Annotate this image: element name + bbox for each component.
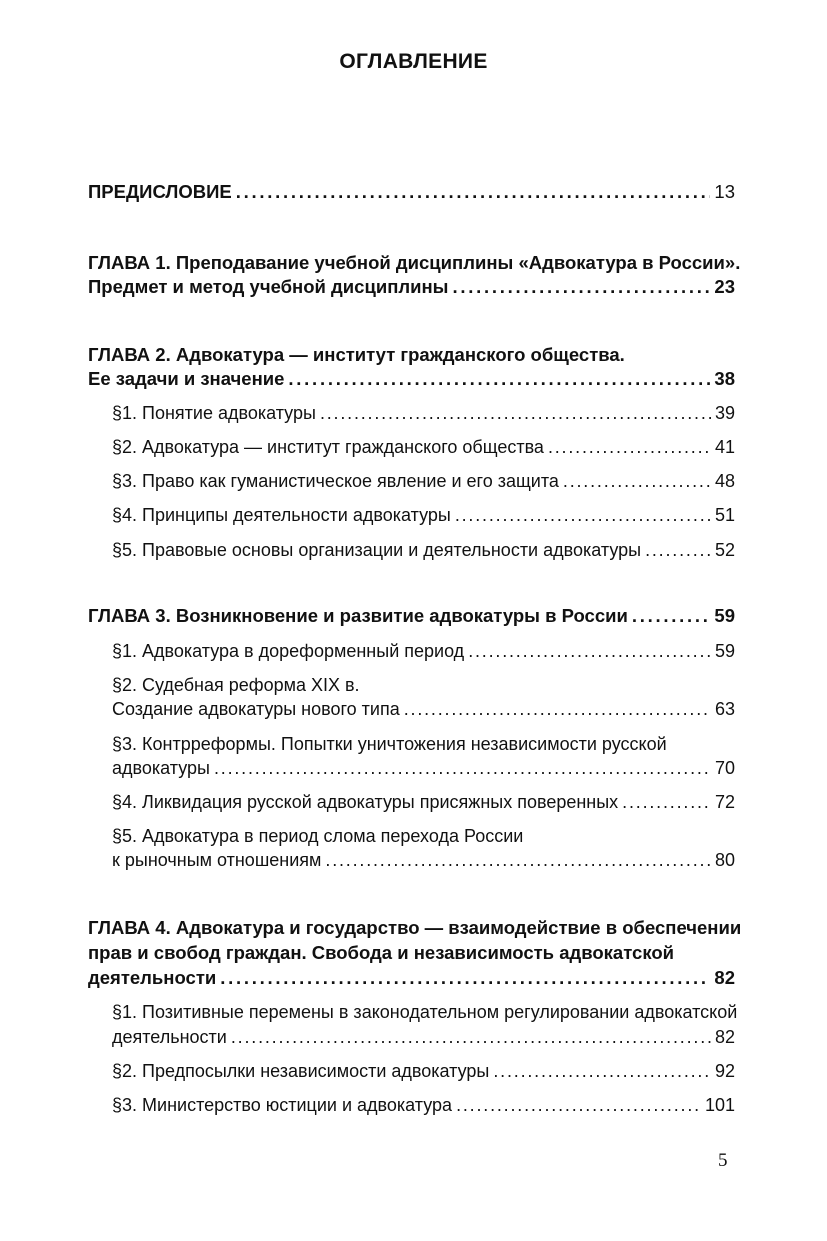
dot-leader bbox=[468, 639, 711, 663]
toc-entry-label: §3. Право как гуманистическое явление и его защита bbox=[112, 471, 559, 491]
toc-entry-label: Создание адвокатуры нового типа bbox=[112, 699, 400, 719]
toc-entry-3-2-line1[interactable]: §2. Судебная реформа XIX в. bbox=[112, 675, 360, 695]
toc-page-number: 63 bbox=[714, 699, 735, 719]
dot-leader bbox=[236, 180, 711, 204]
toc-entry-label: §5. Правовые основы организации и деятельности адвокатуры bbox=[112, 540, 642, 560]
toc-entry-label: §1. Понятие адвокатуры bbox=[112, 403, 316, 423]
toc-entry-2-4[interactable] bbox=[112, 503, 735, 527]
toc-entry-label: деятельности bbox=[88, 967, 217, 988]
dot-leader bbox=[404, 697, 711, 721]
toc-entry-label: деятельности bbox=[112, 1027, 227, 1047]
dot-leader bbox=[632, 604, 711, 628]
toc-entry-3-4[interactable] bbox=[112, 790, 735, 814]
toc-entry-label: §3. Министерство юстиции и адвокатура bbox=[112, 1095, 453, 1115]
toc-entry-3-1[interactable] bbox=[112, 639, 735, 663]
page-number: 5 bbox=[718, 1150, 728, 1171]
toc-entry-preface[interactable] bbox=[88, 180, 735, 204]
toc-entry-label: §1. Адвокатура в дореформенный период bbox=[112, 641, 465, 661]
toc-entry-chapter-2[interactable] bbox=[88, 367, 735, 391]
toc-page-number: 101 bbox=[704, 1095, 735, 1115]
toc-entry-4-1[interactable] bbox=[112, 1025, 735, 1049]
toc-entry-2-5[interactable] bbox=[112, 538, 735, 562]
toc-page-number: 70 bbox=[714, 758, 735, 778]
toc-page-number: 82 bbox=[714, 1027, 735, 1047]
toc-page-number: 13 bbox=[714, 181, 735, 202]
toc-entry-chapter-4[interactable] bbox=[88, 966, 735, 990]
toc-entry-label: Предмет и метод учебной дисциплины bbox=[88, 276, 449, 297]
dot-leader bbox=[563, 469, 711, 493]
toc-entry-3-3-line1[interactable]: §3. Контрреформы. Попытки уничтожения независимости русской bbox=[112, 734, 667, 754]
toc-chapter-4-title-line1[interactable]: ГЛАВА 4. Адвокатура и государство — взаимодействие в обеспечении bbox=[88, 917, 742, 938]
page-title: ОГЛАВЛЕНИЕ bbox=[339, 50, 488, 73]
toc-entry-label: §4. Принципы деятельности адвокатуры bbox=[112, 505, 451, 525]
dot-leader bbox=[493, 1059, 711, 1083]
toc-entry-label: к рыночным отношениям bbox=[112, 850, 322, 870]
toc-entry-label: §4. Ликвидация русской адвокатуры присяжных поверенных bbox=[112, 792, 619, 812]
toc-chapter-1-title[interactable]: ГЛАВА 1. Преподавание учебной дисциплины «Адвокатура в России». bbox=[88, 252, 741, 273]
toc-page-number: 80 bbox=[714, 850, 735, 870]
dot-leader bbox=[645, 538, 711, 562]
dot-leader bbox=[455, 503, 711, 527]
dot-leader bbox=[288, 367, 710, 391]
toc-entry-2-2[interactable] bbox=[112, 435, 735, 459]
toc-entry-3-5[interactable] bbox=[112, 848, 735, 872]
dot-leader bbox=[622, 790, 711, 814]
toc-page-number: 23 bbox=[714, 276, 735, 297]
toc-entry-4-1-line1[interactable]: §1. Позитивные перемены в законодательном регулировании адвокатской bbox=[112, 1002, 738, 1022]
toc-chapter-2-title[interactable]: ГЛАВА 2. Адвокатура — институт гражданского общества. bbox=[88, 344, 625, 365]
dot-leader bbox=[452, 275, 710, 299]
dot-leader bbox=[214, 756, 711, 780]
toc-page-number: 59 bbox=[714, 641, 735, 661]
toc-chapter-4-title-line2[interactable]: прав и свобод граждан. Свобода и независимость адвокатской bbox=[88, 942, 675, 963]
dot-leader bbox=[320, 401, 711, 425]
toc-entry-label: §2. Адвокатура — институт гражданского общества bbox=[112, 437, 544, 457]
toc-entry-chapter-1[interactable] bbox=[88, 275, 735, 299]
dot-leader bbox=[220, 966, 710, 990]
toc-entry-3-2[interactable] bbox=[112, 697, 735, 721]
dot-leader bbox=[456, 1093, 701, 1117]
toc-page-number: 48 bbox=[714, 471, 735, 491]
toc-page-number: 38 bbox=[714, 368, 735, 389]
toc-page-number: 52 bbox=[714, 540, 735, 560]
toc-entry-label: §2. Предпосылки независимости адвокатуры bbox=[112, 1061, 490, 1081]
toc-entry-label: адвокатуры bbox=[112, 758, 210, 778]
toc-page-number: 92 bbox=[714, 1061, 735, 1081]
toc-entry-label: ПРЕДИСЛОВИЕ bbox=[88, 181, 232, 202]
toc-entry-label: ГЛАВА 3. Возникновение и развитие адвокатуры в России bbox=[88, 605, 628, 626]
toc-page-number: 82 bbox=[714, 967, 735, 988]
toc-page-number: 51 bbox=[714, 505, 735, 525]
toc-page-number: 72 bbox=[714, 792, 735, 812]
toc-entry-4-3[interactable] bbox=[112, 1093, 735, 1117]
toc-entry-chapter-3[interactable] bbox=[88, 604, 735, 628]
dot-leader bbox=[231, 1025, 711, 1049]
toc-page-number: 39 bbox=[714, 403, 735, 423]
toc-entry-label: Ее задачи и значение bbox=[88, 368, 285, 389]
toc-entry-3-5-line1[interactable]: §5. Адвокатура в период слома перехода России bbox=[112, 826, 524, 846]
dot-leader bbox=[325, 848, 711, 872]
toc-entry-2-3[interactable] bbox=[112, 469, 735, 493]
toc-page-number: 41 bbox=[714, 437, 735, 457]
toc-page-number: 59 bbox=[714, 605, 735, 626]
toc-entry-2-1[interactable] bbox=[112, 401, 735, 425]
dot-leader bbox=[548, 435, 711, 459]
toc-entry-4-2[interactable] bbox=[112, 1059, 735, 1083]
toc-entry-3-3[interactable] bbox=[112, 756, 735, 780]
